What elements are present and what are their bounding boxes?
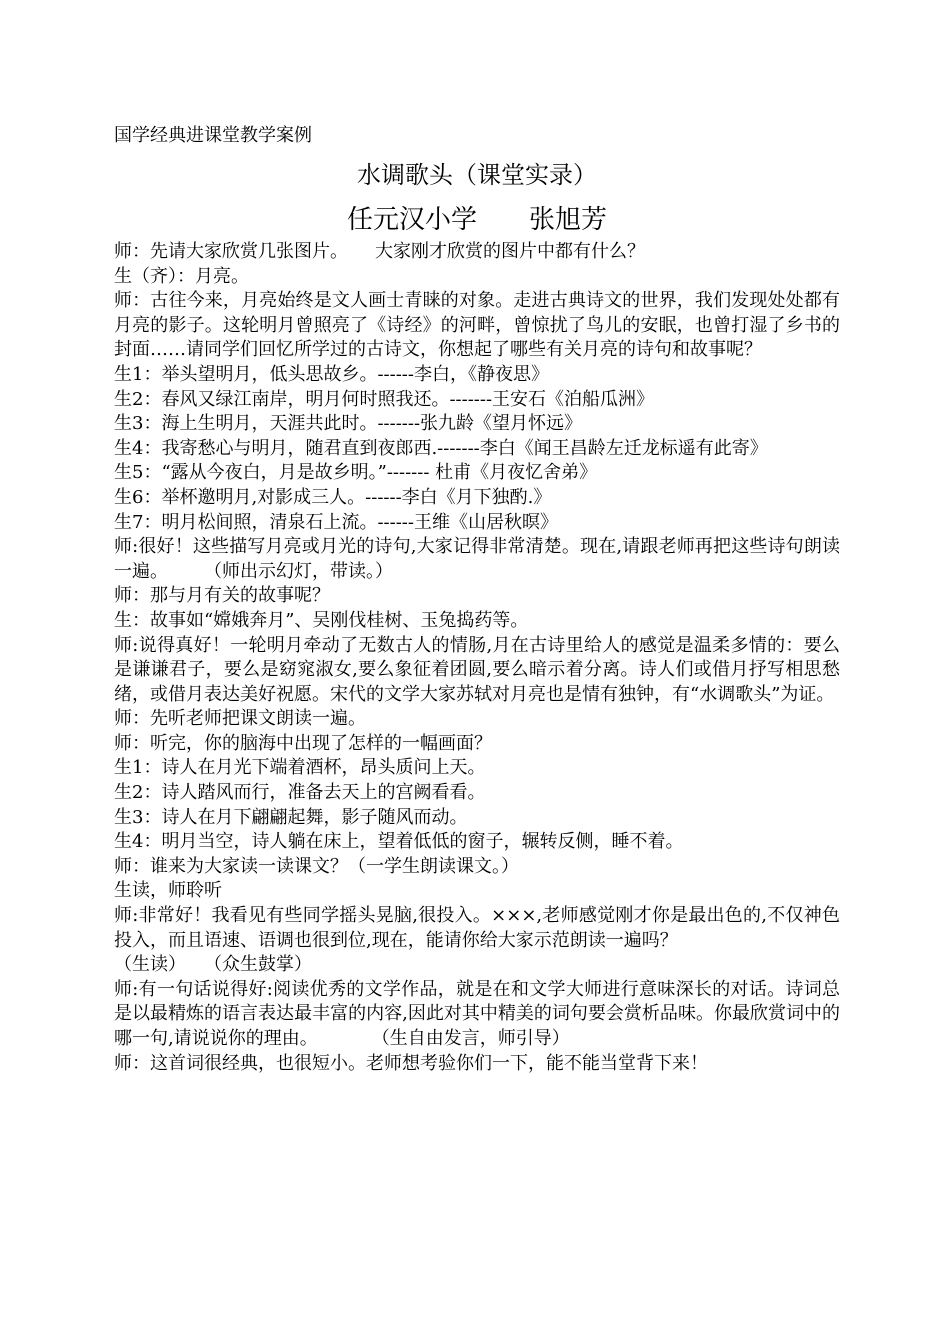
- dialogue-paragraph: 生3：诗人在月下翩翩起舞，影子随风而动。: [114, 806, 468, 828]
- dialogue-paragraph: 师：古往今来，月亮始终是文人画士青睐的对象。走进古典诗文的世界，我们发现处处都有月亮的影子。这轮明月曾照亮了《诗经》的河畔，曾惊扰了鸟儿的安眠，也曾打湿了乡书的封面……请同学们回忆所学过的古诗文，你想起了哪些有关月亮的诗句和故事呢？: [114, 290, 840, 361]
- dialogue-paragraph: 生6：举杯邀明月,对影成三人。------李白《月下独酌.》: [114, 486, 552, 508]
- dialogue-paragraph: 师:很好！这些描写月亮或月光的诗句,大家记得非常清楚。现在,请跟老师再把这些诗句朗读一遍。 （师出示幻灯，带读。）: [114, 536, 840, 582]
- dialogue-paragraph: 师：谁来为大家读一读课文？（一学生朗读课文。）: [114, 855, 519, 877]
- dialogue-paragraph: 生7：明月松间照，清泉石上流。------王维《山居秋暝》: [114, 511, 558, 533]
- dialogue-paragraph: 师:有一句话说得好:阅读优秀的文学作品，就是在和文学大师进行意味深长的对话。诗词总是以最精炼的语言表达最丰富的内容,因此对其中精美的词句要会赏析品味。你最欣赏词中的哪一句,请说说你的理由。 （生自由发言，师引导）: [114, 978, 840, 1049]
- document-title: 水调歌头（课堂实录）: [357, 161, 597, 189]
- dialogue-paragraph: 师：那与月有关的故事呢？: [114, 585, 330, 607]
- dialogue-paragraph: 生（齐）：月亮。: [114, 265, 249, 287]
- dialogue-paragraph: 师：先听老师把课文朗读一遍。: [114, 708, 366, 730]
- dialogue-paragraph: 生2：春风又绿江南岸，明月何时照我还。-------王安石《泊船瓜洲》: [114, 388, 655, 410]
- dialogue-paragraph: 生1：诗人在月光下端着酒杯，昂头质问上天。: [114, 757, 486, 779]
- dialogue-paragraph: 师：听完，你的脑海中出现了怎样的一幅画面？: [114, 732, 492, 754]
- dialogue-paragraph: 生4：我寄愁心与明月，随君直到夜郎西.-------李白《闻王昌龄左迁龙标遥有此寄》: [114, 437, 768, 459]
- dialogue-paragraph: （生读） （众生鼓掌）: [114, 954, 312, 976]
- dialogue-paragraph: 生2：诗人踏风而行，准备去天上的宫阙看看。: [114, 782, 486, 804]
- dialogue-paragraph: 生：故事如“嫦娥奔月”、吴刚伐桂树、玉兔捣药等。: [114, 609, 529, 631]
- dialogue-paragraph: 师：这首词很经典，也很短小。老师想考验你们一下，能不能当堂背下来！: [114, 1052, 708, 1074]
- dialogue-paragraph: 生读，师聆听: [114, 880, 222, 902]
- dialogue-paragraph: 生1：举头望明月，低头思故乡。------李白，《静夜思》: [114, 363, 549, 385]
- dialogue-paragraph: 生4：明月当空，诗人躺在床上，望着低低的窗子，辗转反侧，睡不着。: [114, 831, 684, 853]
- document-page: [114, 122, 840, 1076]
- dialogue-paragraph: 生3：海上生明月，天涯共此时。-------张九龄《望月怀远》: [114, 413, 583, 435]
- document-header: 国学经典进课堂教学案例: [114, 125, 312, 146]
- dialogue-paragraph: 师:非常好！我看见有些同学摇头晃脑,很投入。×××,老师感觉刚才你是最出色的,不仅神色投入，而且语速、语调也很到位,现在，能请你给大家示范朗读一遍吗？: [114, 905, 840, 951]
- document-author: 任元汉小学 张旭芳: [346, 205, 607, 235]
- dialogue-paragraph: 生5：“露从今夜白，月是故乡明。”------- 杜甫《月夜忆舍弟》: [114, 462, 598, 484]
- dialogue-paragraph: 师:说得真好！一轮明月牵动了无数古人的情肠,月在古诗里给人的感觉是温柔多情的：要么是谦谦君子，要么是窈窕淑女,要么象征着团圆,要么暗示着分离。诗人们或借月抒写相思愁绪，或借月表达美好祝愿。宋代的文学大家苏轼对月亮也是情有独钟，有“水调歌头”为证。: [114, 634, 840, 705]
- document-body: [114, 240, 840, 1076]
- dialogue-paragraph: 师：先请大家欣赏几张图片。 大家刚才欣赏的图片中都有什么？: [114, 241, 645, 262]
